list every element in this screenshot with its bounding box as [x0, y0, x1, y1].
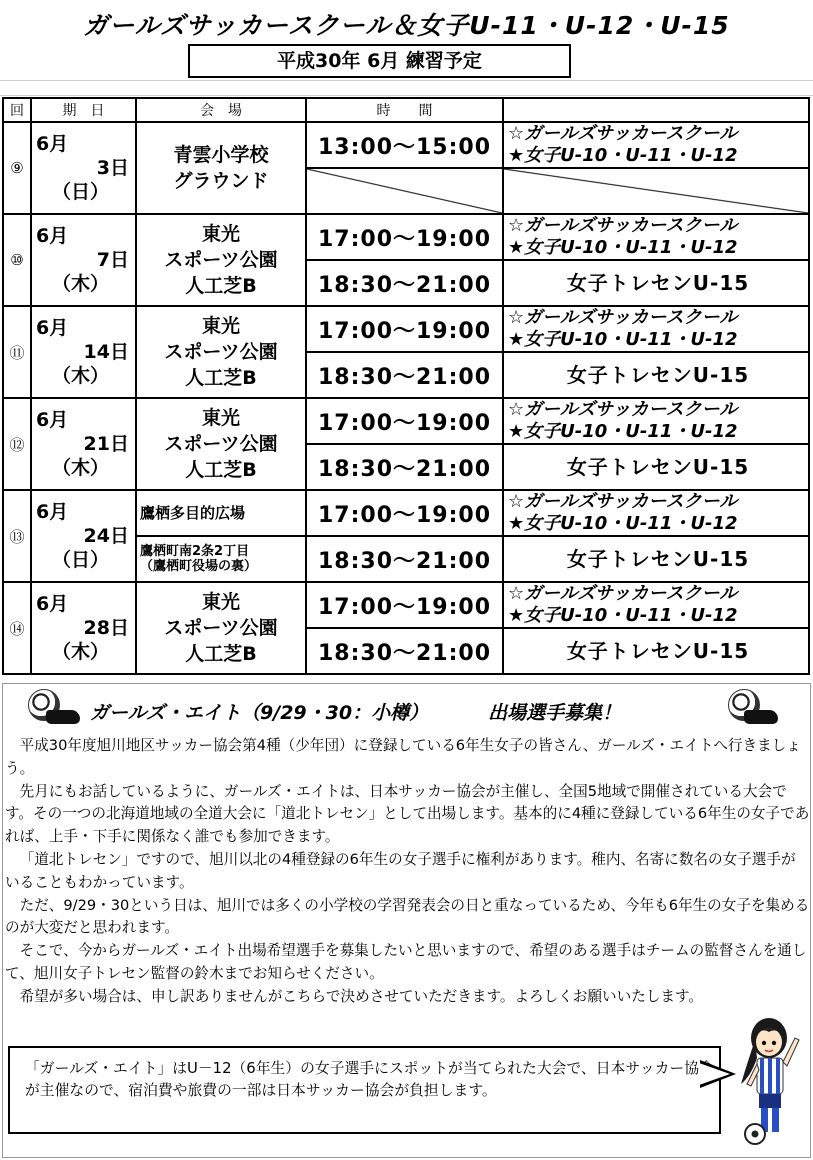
- table-row: [3, 490, 809, 536]
- session-date: [31, 582, 136, 674]
- table-row: [3, 306, 809, 352]
- time-cell: 17:00～19:00: [306, 214, 503, 260]
- time-cell: 17:00～19:00: [306, 490, 503, 536]
- time-cell: 18:30～21:00: [306, 444, 503, 490]
- date-month: 6月: [36, 593, 69, 615]
- time-cell: 18:30～21:00: [306, 352, 503, 398]
- program-line: ☆ガールズサッカースクール: [508, 123, 738, 144]
- date-weekday: （木）: [52, 457, 110, 479]
- time-cell: 13:00～15:00: [306, 122, 503, 168]
- schedule-table: [2, 97, 810, 675]
- venue-line: 青雲小学校: [173, 144, 269, 166]
- program-cell: [503, 168, 809, 214]
- venue-cell: 鷹栖多目的広場: [136, 490, 306, 536]
- date-weekday: （木）: [52, 641, 110, 663]
- program-cell: [503, 628, 809, 674]
- venue-line: 人工芝B: [185, 643, 257, 665]
- venue-line: 人工芝B: [185, 459, 257, 481]
- page-title: ガールズサッカースクール＆女子U-11・U-12・U-15: [83, 11, 730, 40]
- venue-line: スポーツ公園: [164, 341, 278, 363]
- session-number: ⑬: [3, 490, 31, 582]
- program-cell: [503, 536, 809, 582]
- soccer-boot-icon: [744, 710, 778, 724]
- venue-cell: [136, 582, 306, 674]
- program-line: 女子トレセンU-15: [566, 547, 750, 571]
- time-cell: 18:30～21:00: [306, 536, 503, 582]
- program-line: 女子トレセンU-15: [566, 271, 750, 295]
- session-date: [31, 398, 136, 490]
- callout-tail-fill: [699, 1063, 730, 1085]
- date-day: 3日: [96, 157, 129, 179]
- time-cell: 17:00～19:00: [306, 582, 503, 628]
- program-line: ☆ガールズサッカースクール: [508, 215, 738, 236]
- program-cell: [503, 214, 809, 260]
- venue-cell: [136, 398, 306, 490]
- time-cell: 17:00～19:00: [306, 306, 503, 352]
- program-line: ★女子U-10・U-11・U-12: [508, 237, 738, 258]
- venue-cell: [136, 122, 306, 214]
- notice-body: [5, 735, 810, 1009]
- program-cell: [503, 444, 809, 490]
- program-line: 女子トレセンU-15: [566, 455, 750, 479]
- date-month: 6月: [36, 133, 69, 155]
- callout-box: 「ガールズ・エイト」はU－12（6年生）の女子選手にスポットが当てられた大会で、日本サッカー協会が主催なので、宿泊費や旅費の一部は日本サッカー協会が負担します。: [8, 1046, 721, 1134]
- notice-paragraph: 希望が多い場合は、申し訳ありませんがこちらで決めさせていただきます。よろしくお願いいたします。: [19, 987, 704, 1005]
- col-header-date: 期 日: [31, 98, 136, 122]
- program-line: ☆ガールズサッカースクール: [508, 399, 738, 420]
- notice-paragraph: 先月にもお話しているように、ガールズ・エイトは、日本サッカー協会が主催し、全国5地域で開催されている大会です。その一つの北海道地域の全道大会に「道北トレセン」として出場します。基本的に4種に登録している6年生の女子であれば、上手・下手に関係なく誰でも参加できます。: [5, 782, 810, 846]
- program-cell: [503, 582, 809, 628]
- program-line: ☆ガールズサッカースクール: [508, 583, 738, 604]
- venue-cell: [136, 214, 306, 306]
- program-cell: [503, 490, 809, 536]
- program-cell: [503, 260, 809, 306]
- time-cell: [306, 168, 503, 214]
- session-number: ⑫: [3, 398, 31, 490]
- table-row: [3, 398, 809, 444]
- program-cell: [503, 352, 809, 398]
- date-month: 6月: [36, 225, 69, 247]
- girl-player-illustration: [735, 1010, 805, 1150]
- date-day: 14日: [83, 341, 129, 363]
- date-weekday: （日）: [52, 549, 110, 571]
- session-date: [31, 490, 136, 582]
- program-line: ★女子U-10・U-11・U-12: [508, 421, 738, 442]
- venue-address: 鷹栖町南2条2丁目: [140, 544, 250, 559]
- venue-address-cell: [136, 536, 306, 582]
- program-line: 女子トレセンU-15: [566, 363, 750, 387]
- date-month: 6月: [36, 501, 69, 523]
- program-cell: [503, 398, 809, 444]
- col-header-time: 時 間: [306, 98, 503, 122]
- col-header-program: [503, 98, 809, 122]
- time-cell: 18:30～21:00: [306, 628, 503, 674]
- table-header-row: [3, 98, 809, 122]
- schedule-subtitle: 平成30年 6月 練習予定: [188, 44, 571, 78]
- venue-line: スポーツ公園: [164, 433, 278, 455]
- time-cell: 17:00～19:00: [306, 398, 503, 444]
- date-day: 21日: [83, 433, 129, 455]
- venue-cell: [136, 306, 306, 398]
- session-number: ⑪: [3, 306, 31, 398]
- venue-line: 東光: [201, 407, 240, 429]
- date-day: 28日: [83, 617, 129, 639]
- session-number: ⑩: [3, 214, 31, 306]
- venue-line: スポーツ公園: [164, 617, 278, 639]
- program-line: ★女子U-10・U-11・U-12: [508, 329, 738, 350]
- venue-line: 人工芝B: [185, 275, 257, 297]
- notice-paragraph: 平成30年度旭川地区サッカー協会第4種（少年団）に登録している6年生女子の皆さん、ガールズ・エイトへ行きましょう。: [5, 737, 801, 777]
- date-day: 24日: [83, 525, 129, 547]
- notice-paragraph: 「道北トレセン」ですので、旭川以北の4種登録の6年生の女子選手に権利があります。稚内、名寄に数名の女子選手がいることもわかっています。: [5, 850, 796, 891]
- date-weekday: （木）: [52, 365, 110, 387]
- venue-line: 東光: [201, 315, 240, 337]
- notice-paragraph: ただ、9/29・30という日は、旭川では多くの小学校の学習発表会の日と重なっているため、今年も6年生の女子を集めるのが大変だと思われます。: [5, 896, 810, 937]
- venue-line: スポーツ公園: [164, 249, 278, 271]
- notice-heading: [90, 698, 621, 725]
- program-line: ★女子U-10・U-11・U-12: [508, 513, 738, 534]
- date-month: 6月: [36, 317, 69, 339]
- program-line: 女子トレセンU-15: [566, 639, 750, 663]
- venue-line: グラウンド: [173, 170, 269, 192]
- col-header-no: 回: [3, 98, 31, 122]
- date-day: 7日: [96, 249, 129, 271]
- program-line: ★女子U-10・U-11・U-12: [508, 145, 738, 166]
- notice-heading-title: ガールズ・エイト（9/29・30：小樽）: [90, 702, 429, 724]
- table-row: [3, 122, 809, 168]
- col-header-venue: 会 場: [136, 98, 306, 122]
- venue-line: 人工芝B: [185, 367, 257, 389]
- program-line: ★女子U-10・U-11・U-12: [508, 605, 738, 626]
- notice-heading-call: 出場選手募集！: [488, 702, 622, 724]
- table-row: [3, 582, 809, 628]
- program-line: ☆ガールズサッカースクール: [508, 307, 738, 328]
- venue-line: 東光: [201, 591, 240, 613]
- table-row: [3, 214, 809, 260]
- session-date: [31, 306, 136, 398]
- soccer-boot-icon: [46, 710, 80, 724]
- program-cell: [503, 306, 809, 352]
- session-date: [31, 122, 136, 214]
- program-cell: [503, 122, 809, 168]
- time-cell: 18:30～21:00: [306, 260, 503, 306]
- date-month: 6月: [36, 409, 69, 431]
- venue-line: 東光: [201, 223, 240, 245]
- session-number: ⑨: [3, 122, 31, 214]
- session-number: ⑭: [3, 582, 31, 674]
- program-line: ☆ガールズサッカースクール: [508, 491, 738, 512]
- venue-note: （鷹栖町役場の裏）: [140, 559, 258, 574]
- session-date: [31, 214, 136, 306]
- date-weekday: （日）: [52, 181, 110, 203]
- date-weekday: （木）: [52, 273, 110, 295]
- grid-strip: [0, 80, 813, 96]
- notice-paragraph: そこで、今からガールズ・エイト出場希望選手を募集したいと思いますので、希望のある選手はチームの監督さんを通して、旭川女子トレセン監督の鈴木までお知らせください。: [5, 942, 807, 982]
